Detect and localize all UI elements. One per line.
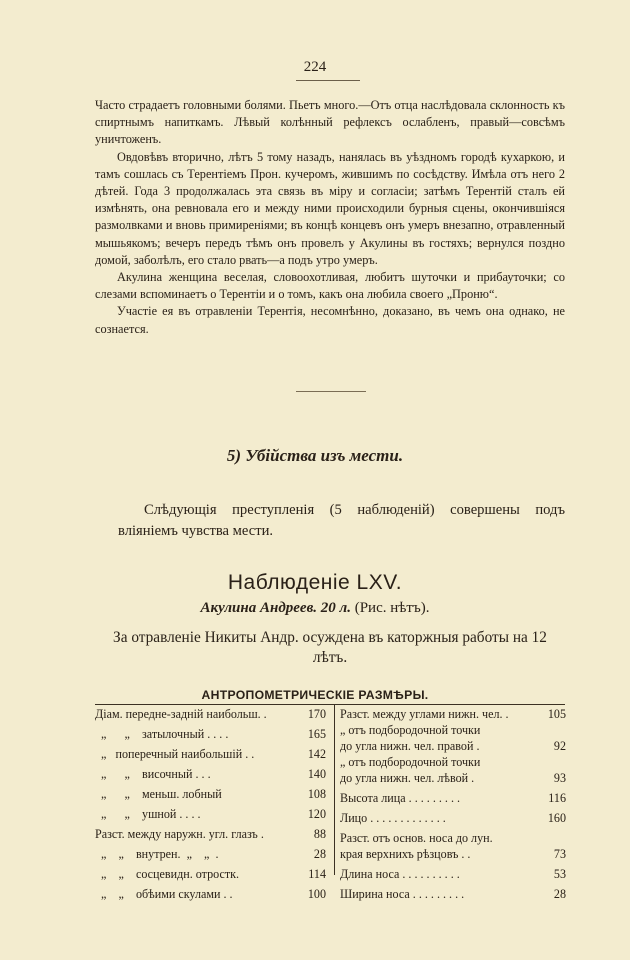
measurement-value: 100 (307, 887, 326, 901)
measurement-value: 140 (307, 767, 326, 781)
anthropometry-title: АНТРОПОМЕТРИЧЕСКІЕ РАЗМѢРЫ. (201, 688, 429, 702)
measurement-label: „ „ меньш. лобный (95, 787, 222, 801)
measurement-label: „ „ внутрен. „ „ . (95, 847, 219, 861)
measurement-value: 105 (547, 707, 566, 721)
measurement-label: Длина носа . . . . . . . . . . (340, 867, 460, 881)
measurement-value: 108 (307, 787, 326, 801)
page-number-rule (296, 80, 360, 81)
measurement-row (340, 866, 566, 882)
measurement-row (340, 706, 566, 722)
paragraph-health: Часто страдаетъ головными болями. Пьетъ много.—Отъ отца наслѣдовала склонность къ спиртнымъ напиткамъ. Лѣвый колѣнный рефлексъ ослабленъ, правый—совсѣмъ уничтоженъ. (95, 98, 565, 147)
measurement-value: 73 (553, 847, 566, 861)
measurement-row (95, 826, 326, 842)
measurement-value: 160 (547, 811, 566, 825)
measurement-row (95, 886, 326, 902)
measurement-value: 142 (307, 747, 326, 761)
measurement-value: 165 (307, 727, 326, 741)
table-top-rule (95, 704, 565, 705)
paragraph-character: Акулина женщина веселая, словоохотливая, любитъ шуточки и прибауточки; со слезами вспоминаетъ о Терентіи и о томъ, какъ она любила своего „Проню“. (95, 270, 565, 302)
measurement-value: 116 (548, 791, 566, 805)
measurement-label: Діам. передне-задній наибольш. . (95, 707, 267, 721)
measurement-row (95, 846, 326, 862)
measurement-label: „ „ височный . . . (95, 767, 211, 781)
measurement-label: „ „ сосцевидн. отростк. (95, 867, 240, 881)
subject-name: Акулина Андреев. 20 л. (200, 600, 351, 616)
paragraph-history: Овдовѣвъ вторично, лѣтъ 5 тому назадъ, нанялась въ уѣздномъ городѣ кухаркою, и тамъ сошлась съ Терентіемъ Прон. кучеромъ, жившимъ по сосѣдству. Имѣла отъ него 2 дѣтей. Года 3 продолжалась эта связь въ міру и согласіи; затѣмъ Терентій сталъ ей измѣнять, она ревновала его и между ними происходили бурныя сцены, окончившіяся размолвками и вновь примиреніями; въ концѣ концевъ онъ умеръ внезапно, отравленный мышьякомъ; вечеръ передъ тѣмъ онъ провелъ у Акулины въ гостяхъ; вернулся поздно домой, заболѣлъ, его стало рвать—а подъ утро умеръ. (95, 149, 565, 267)
measurement-row (95, 786, 326, 802)
measurement-value: 28 (313, 847, 326, 861)
measurement-value: 28 (553, 887, 566, 901)
case-description (95, 97, 565, 338)
measurement-value: 120 (307, 807, 326, 821)
measurement-value: 92 (553, 739, 566, 753)
observation-subject (0, 600, 630, 617)
measurement-row (95, 866, 326, 882)
measurement-value: 88 (313, 827, 326, 841)
measurement-row (95, 806, 326, 822)
measurement-label: Разст. отъ основ. носа до лун. края верхнихъ рѣзцовъ . . (340, 831, 493, 861)
observation-verdict: За отравленіе Никиты Андр. осуждена въ каторжныя работы на 12 лѣтъ. (113, 629, 547, 666)
measurement-label: „ отъ подбородочной точки до угла нижн. чел. правой . (340, 723, 481, 753)
measurement-label: Лицо . . . . . . . . . . . . . (340, 811, 446, 825)
measurement-label: „ „ ушной . . . . (95, 807, 201, 821)
measurement-label: „ „ обѣими скулами . . (95, 887, 233, 901)
measurement-value: 53 (553, 867, 566, 881)
measurement-row (95, 726, 326, 742)
measurement-row (340, 722, 566, 754)
measurement-label: Высота лица . . . . . . . . . (340, 791, 461, 805)
measurement-row (95, 746, 326, 762)
measurement-row (340, 886, 566, 902)
measurement-value: 93 (553, 771, 566, 785)
subject-note: (Рис. нѣтъ). (354, 600, 430, 616)
measurement-row (340, 830, 566, 862)
observation-title: Наблюденіе LXV. (227, 571, 403, 594)
section-title: 5) Убійства изъ мести. (226, 446, 404, 465)
measurement-value: 114 (308, 867, 326, 881)
measurement-row (95, 706, 326, 722)
section-intro: Слѣдующія преступленія (5 наблюденій) совершены подъ вліяніемъ чувства мести. (118, 502, 565, 539)
measurement-row (340, 810, 566, 826)
measurement-row (340, 790, 566, 806)
page-number: 224 (303, 59, 327, 75)
measurement-label: „ отъ подбородочной точки до угла нижн. чел. лѣвой . (340, 755, 481, 785)
measurement-value: 170 (307, 707, 326, 721)
anthropometry-right-column (340, 706, 566, 902)
measurement-label: Разст. между углами нижн. чел. . (340, 707, 509, 721)
measurement-row (340, 754, 566, 786)
anthropometry-left-column (95, 706, 326, 902)
measurement-label: Разст. между наружн. угл. глазъ . (95, 827, 264, 841)
paragraph-participation: Участіе ея въ отравленіи Терентія, несомнѣнно, доказано, въ чемъ она однако, не сознается. (95, 304, 565, 336)
measurement-label: „ поперечный наибольшій . . (95, 747, 255, 761)
section-separator (296, 391, 366, 392)
measurement-label: Ширина носа . . . . . . . . . (340, 887, 465, 901)
table-column-divider (334, 705, 335, 875)
measurement-row (95, 766, 326, 782)
measurement-label: „ „ затылочный . . . . (95, 727, 229, 741)
